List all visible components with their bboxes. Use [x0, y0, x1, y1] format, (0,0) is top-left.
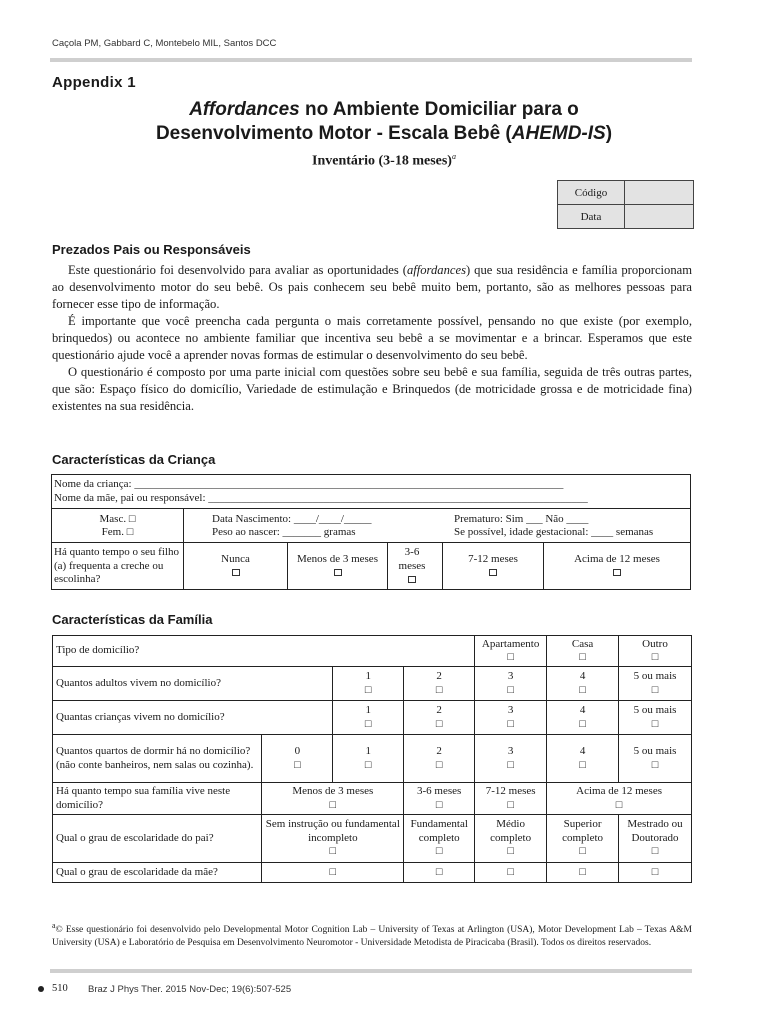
intro-text: [52, 262, 692, 415]
children-option[interactable]: [547, 701, 619, 735]
family-table: [52, 635, 692, 883]
sex-masc-option[interactable]: Masc. □: [99, 513, 136, 525]
table-row: [53, 815, 692, 863]
option-label: 1: [365, 704, 371, 716]
page-number: 510: [52, 983, 68, 994]
footnote-text: © Esse questionário foi desenvolvido pelo Developmental Motor Cognition Lab – University of Texas at Arlington (USA), Motor Development Lab – Texas A&M University (USA) e Laboratório de Pesquisa em Desenvolvimento Neuromotor - Universidade Metodista de Piracicaba (Brasil). Todos os direitos reservados.: [52, 925, 692, 948]
checkbox[interactable]: □: [364, 758, 372, 771]
title-line2-end: ): [605, 123, 613, 144]
option-label: 4: [579, 745, 586, 757]
father-education-option[interactable]: [404, 815, 475, 863]
father-education-option[interactable]: [619, 815, 692, 863]
checkbox[interactable]: □: [507, 683, 514, 696]
daycare-option-3-6[interactable]: [392, 546, 432, 587]
bedrooms-question: Quantos quartos de dormir há no domicílio? (não conte banheiros, nem salas ou cozinha).: [53, 735, 262, 783]
children-option[interactable]: [475, 701, 547, 735]
housing-question: Tipo de domicílio?: [53, 636, 475, 667]
option-label: Apartamento: [481, 637, 540, 650]
table-row: [53, 735, 692, 783]
child-info-box: [51, 508, 691, 543]
daycare-option-label: Menos de 3 meses: [297, 553, 378, 565]
checkbox[interactable]: [334, 569, 342, 576]
table-row: [53, 783, 692, 815]
intro-paragraph-1: [52, 262, 692, 313]
option-label: 5 ou mais: [633, 670, 677, 682]
appendix-label: Appendix 1: [52, 74, 136, 91]
gestational-age-field[interactable]: Se possível, idade gestacional: ____ semanas: [454, 526, 654, 538]
residence-option[interactable]: [404, 783, 475, 815]
daycare-option-label: Nunca: [221, 553, 250, 565]
daycare-option-label: 3-6 meses: [398, 546, 426, 572]
adults-option[interactable]: [619, 667, 692, 701]
mother-education-option[interactable]: [547, 863, 619, 883]
checkbox[interactable]: □: [507, 798, 514, 811]
mother-education-option[interactable]: [619, 863, 692, 883]
father-education-option[interactable]: [262, 815, 404, 863]
checkbox[interactable]: □: [329, 798, 337, 811]
daycare-row: [51, 542, 691, 590]
checkbox[interactable]: [232, 569, 240, 576]
housing-option-casa[interactable]: [547, 636, 619, 667]
option-label: 4: [579, 670, 586, 682]
intro-paragraph-3: O questionário é composto por uma parte inicial com questões sobre seu bebê e sua família, seguida de três outras partes, que são: Espaço físico do domicílio, Variedade de estimulação e Brinquedos (de motricidade grossa e de motricidade fina) existentes na sua residência.: [52, 365, 692, 413]
checkbox[interactable]: □: [651, 683, 659, 696]
checkbox[interactable]: □: [579, 758, 586, 771]
option-label: Sem instrução ou fundamental incompleto: [265, 818, 400, 844]
footnote: [52, 920, 692, 949]
option-label: 2: [436, 704, 442, 716]
father-education-option[interactable]: [475, 815, 547, 863]
intro-heading: Prezados Pais ou Responsáveis: [52, 242, 251, 257]
checkbox[interactable]: □: [651, 651, 659, 663]
checkbox[interactable]: □: [294, 758, 301, 771]
checkbox[interactable]: □: [507, 845, 514, 858]
checkbox[interactable]: □: [579, 651, 586, 663]
child-name-field[interactable]: Nome da criança: ______________________________________________________________________________: [54, 478, 564, 490]
housing-option-apartamento[interactable]: [475, 636, 547, 667]
checkbox[interactable]: □: [507, 865, 514, 878]
option-label: 0: [294, 745, 301, 757]
option-label: 3-6 meses: [417, 785, 462, 797]
bedrooms-option[interactable]: [262, 735, 333, 783]
children-option[interactable]: [333, 701, 404, 735]
mother-education-option[interactable]: [475, 863, 547, 883]
children-option[interactable]: [404, 701, 475, 735]
intro-p1-italic: affordances: [406, 263, 466, 277]
mother-education-question: Qual o grau de escolaridade da mãe?: [53, 863, 262, 883]
subtitle-text: Inventário (3-18 meses): [312, 153, 452, 169]
residence-option[interactable]: [475, 783, 547, 815]
codigo-label: Código: [558, 181, 625, 205]
checkbox[interactable]: □: [435, 845, 443, 858]
checkbox[interactable]: □: [651, 845, 659, 858]
option-label: Casa: [571, 637, 594, 650]
footnote-mark: a: [52, 921, 56, 930]
children-question: Quantas crianças vivem no domicílio?: [53, 701, 333, 735]
checkbox[interactable]: □: [651, 717, 659, 730]
header-rule: [50, 58, 692, 62]
father-education-option[interactable]: [547, 815, 619, 863]
option-label: 1: [365, 670, 371, 682]
checkbox[interactable]: □: [435, 683, 443, 696]
mother-education-option[interactable]: [262, 863, 404, 883]
sex-fem-option[interactable]: Fem. □: [101, 526, 134, 538]
checkbox[interactable]: □: [579, 865, 586, 878]
data-field[interactable]: [625, 205, 694, 229]
children-option[interactable]: [619, 701, 692, 735]
running-header-authors: Caçola PM, Gabbard C, Montebelo MIL, Santos DCC: [52, 38, 277, 49]
bedrooms-option[interactable]: [619, 735, 692, 783]
adults-option[interactable]: [404, 667, 475, 701]
checkbox[interactable]: □: [507, 717, 514, 730]
divider: [183, 509, 184, 542]
page-title-line-2: [0, 123, 768, 145]
checkbox[interactable]: [408, 576, 416, 583]
option-label: 1: [365, 745, 371, 757]
bedrooms-option[interactable]: [475, 735, 547, 783]
title-affordances-italic: Affordances: [189, 99, 300, 120]
checkbox[interactable]: □: [435, 798, 443, 811]
checkbox[interactable]: □: [507, 651, 514, 663]
checkbox[interactable]: □: [651, 865, 659, 878]
option-label: Menos de 3 meses: [292, 785, 374, 797]
residence-option[interactable]: [547, 783, 692, 815]
checkbox[interactable]: □: [435, 758, 443, 771]
checkbox[interactable]: □: [329, 845, 337, 858]
premature-field[interactable]: Prematuro: Sim ___ Não ____: [454, 513, 589, 525]
title-ahemd-italic: AHEMD-IS: [511, 123, 606, 144]
daycare-option-7-12[interactable]: [443, 553, 543, 580]
journal-citation: Braz J Phys Ther. 2015 Nov-Dec; 19(6):507-525: [88, 984, 292, 995]
father-education-question: Qual o grau de escolaridade do pai?: [53, 815, 262, 863]
checkbox[interactable]: □: [507, 758, 514, 771]
intro-paragraph-2: É importante que você preencha cada pergunta o mais corretamente possível, pensando no que existe (por exemplo, brinquedos) ou acontece no ambiente familiar que incentiva seu bebê a se movimentar e a brincar. Esperamos que este questionário ajude você a aprender novas formas de estimular o desenvolvimento do seu bebê.: [52, 314, 692, 362]
option-label: 5 ou mais: [633, 704, 677, 716]
code-date-box: [557, 180, 694, 229]
subtitle-footnote-mark: a: [451, 152, 456, 161]
daycare-question: Há quanto tempo o seu filho (a) frequenta a creche ou escolinha?: [54, 546, 179, 585]
inventory-subtitle: [0, 152, 768, 170]
divider: [387, 543, 388, 589]
option-label: 7-12 meses: [485, 785, 536, 797]
birth-weight-field[interactable]: Peso ao nascer: _______ gramas: [212, 526, 356, 538]
adults-option[interactable]: [547, 667, 619, 701]
checkbox[interactable]: □: [579, 845, 586, 858]
daycare-option-over-12[interactable]: [544, 553, 690, 580]
daycare-option-label: Acima de 12 meses: [574, 553, 660, 565]
intro-p1-a: Este questionário foi desenvolvido para avaliar as oportunidades (: [68, 263, 407, 277]
option-label: 2: [436, 745, 442, 757]
table-row: [53, 636, 692, 667]
option-label: 2: [436, 670, 442, 682]
intro-p1-b: ) que sua residência e família proporcionam ao desenvolvimento motor do seu bebê. Os pais conhecem seu bebê muito bem, portanto, são as melhores pessoas para fornecer esse tipo de informação.: [52, 263, 693, 311]
daycare-option-nunca[interactable]: [184, 553, 287, 580]
bedrooms-option[interactable]: [547, 735, 619, 783]
table-row: [53, 701, 692, 735]
checkbox[interactable]: □: [435, 865, 443, 878]
option-label: Mestrado ou Doutorado: [627, 818, 683, 844]
option-label: Outro: [642, 637, 668, 650]
data-label: Data: [558, 205, 625, 229]
checkbox[interactable]: □: [364, 717, 372, 730]
birth-date-field[interactable]: Data Nascimento: ____/____/_____: [212, 513, 372, 525]
option-label: Superior completo: [562, 818, 604, 844]
title-line1-rest: no Ambiente Domiciliar para o: [299, 99, 579, 120]
title-line2-start: Desenvolvimento Motor - Escala Bebê (: [155, 123, 512, 144]
option-label: 5 ou mais: [633, 745, 677, 757]
option-label: 4: [579, 704, 586, 716]
option-label: 3: [507, 704, 514, 716]
checkbox[interactable]: □: [364, 683, 372, 696]
table-row: [53, 863, 692, 883]
page-bullet-icon: [38, 986, 44, 992]
adults-option[interactable]: [475, 667, 547, 701]
family-section-heading: Características da Família: [52, 612, 213, 627]
residence-question: Há quanto tempo sua família vive neste domicílio?: [53, 783, 262, 815]
option-label: Fundamental completo: [410, 818, 468, 844]
child-name-box: [51, 474, 691, 509]
page-title-line-1: [0, 99, 768, 121]
checkbox[interactable]: □: [651, 758, 659, 771]
checkbox[interactable]: □: [435, 717, 443, 730]
codigo-field[interactable]: [625, 181, 694, 205]
child-section-heading: Características da Criança: [52, 452, 216, 467]
daycare-option-less-3[interactable]: [288, 553, 387, 580]
footer-rule: [50, 969, 692, 973]
checkbox[interactable]: □: [329, 865, 337, 878]
option-label: 3: [507, 670, 514, 682]
residence-option[interactable]: [262, 783, 404, 815]
option-label: 3: [507, 745, 514, 757]
checkbox[interactable]: [489, 569, 497, 576]
daycare-option-label: 7-12 meses: [468, 553, 518, 565]
option-label: Médio completo: [490, 818, 532, 844]
checkbox[interactable]: □: [579, 683, 586, 696]
table-row: [53, 667, 692, 701]
housing-option-outro[interactable]: [619, 636, 692, 667]
parent-name-field[interactable]: Nome da mãe, pai ou responsável: _____________________________________________________________________: [54, 492, 588, 504]
mother-education-option[interactable]: [404, 863, 475, 883]
adults-question: Quantos adultos vivem no domicílio?: [53, 667, 333, 701]
bedrooms-option[interactable]: [404, 735, 475, 783]
adults-option[interactable]: [333, 667, 404, 701]
option-label: Acima de 12 meses: [576, 785, 662, 797]
checkbox[interactable]: □: [579, 717, 586, 730]
bedrooms-option[interactable]: [333, 735, 404, 783]
checkbox[interactable]: [613, 569, 621, 576]
checkbox[interactable]: □: [615, 798, 623, 811]
